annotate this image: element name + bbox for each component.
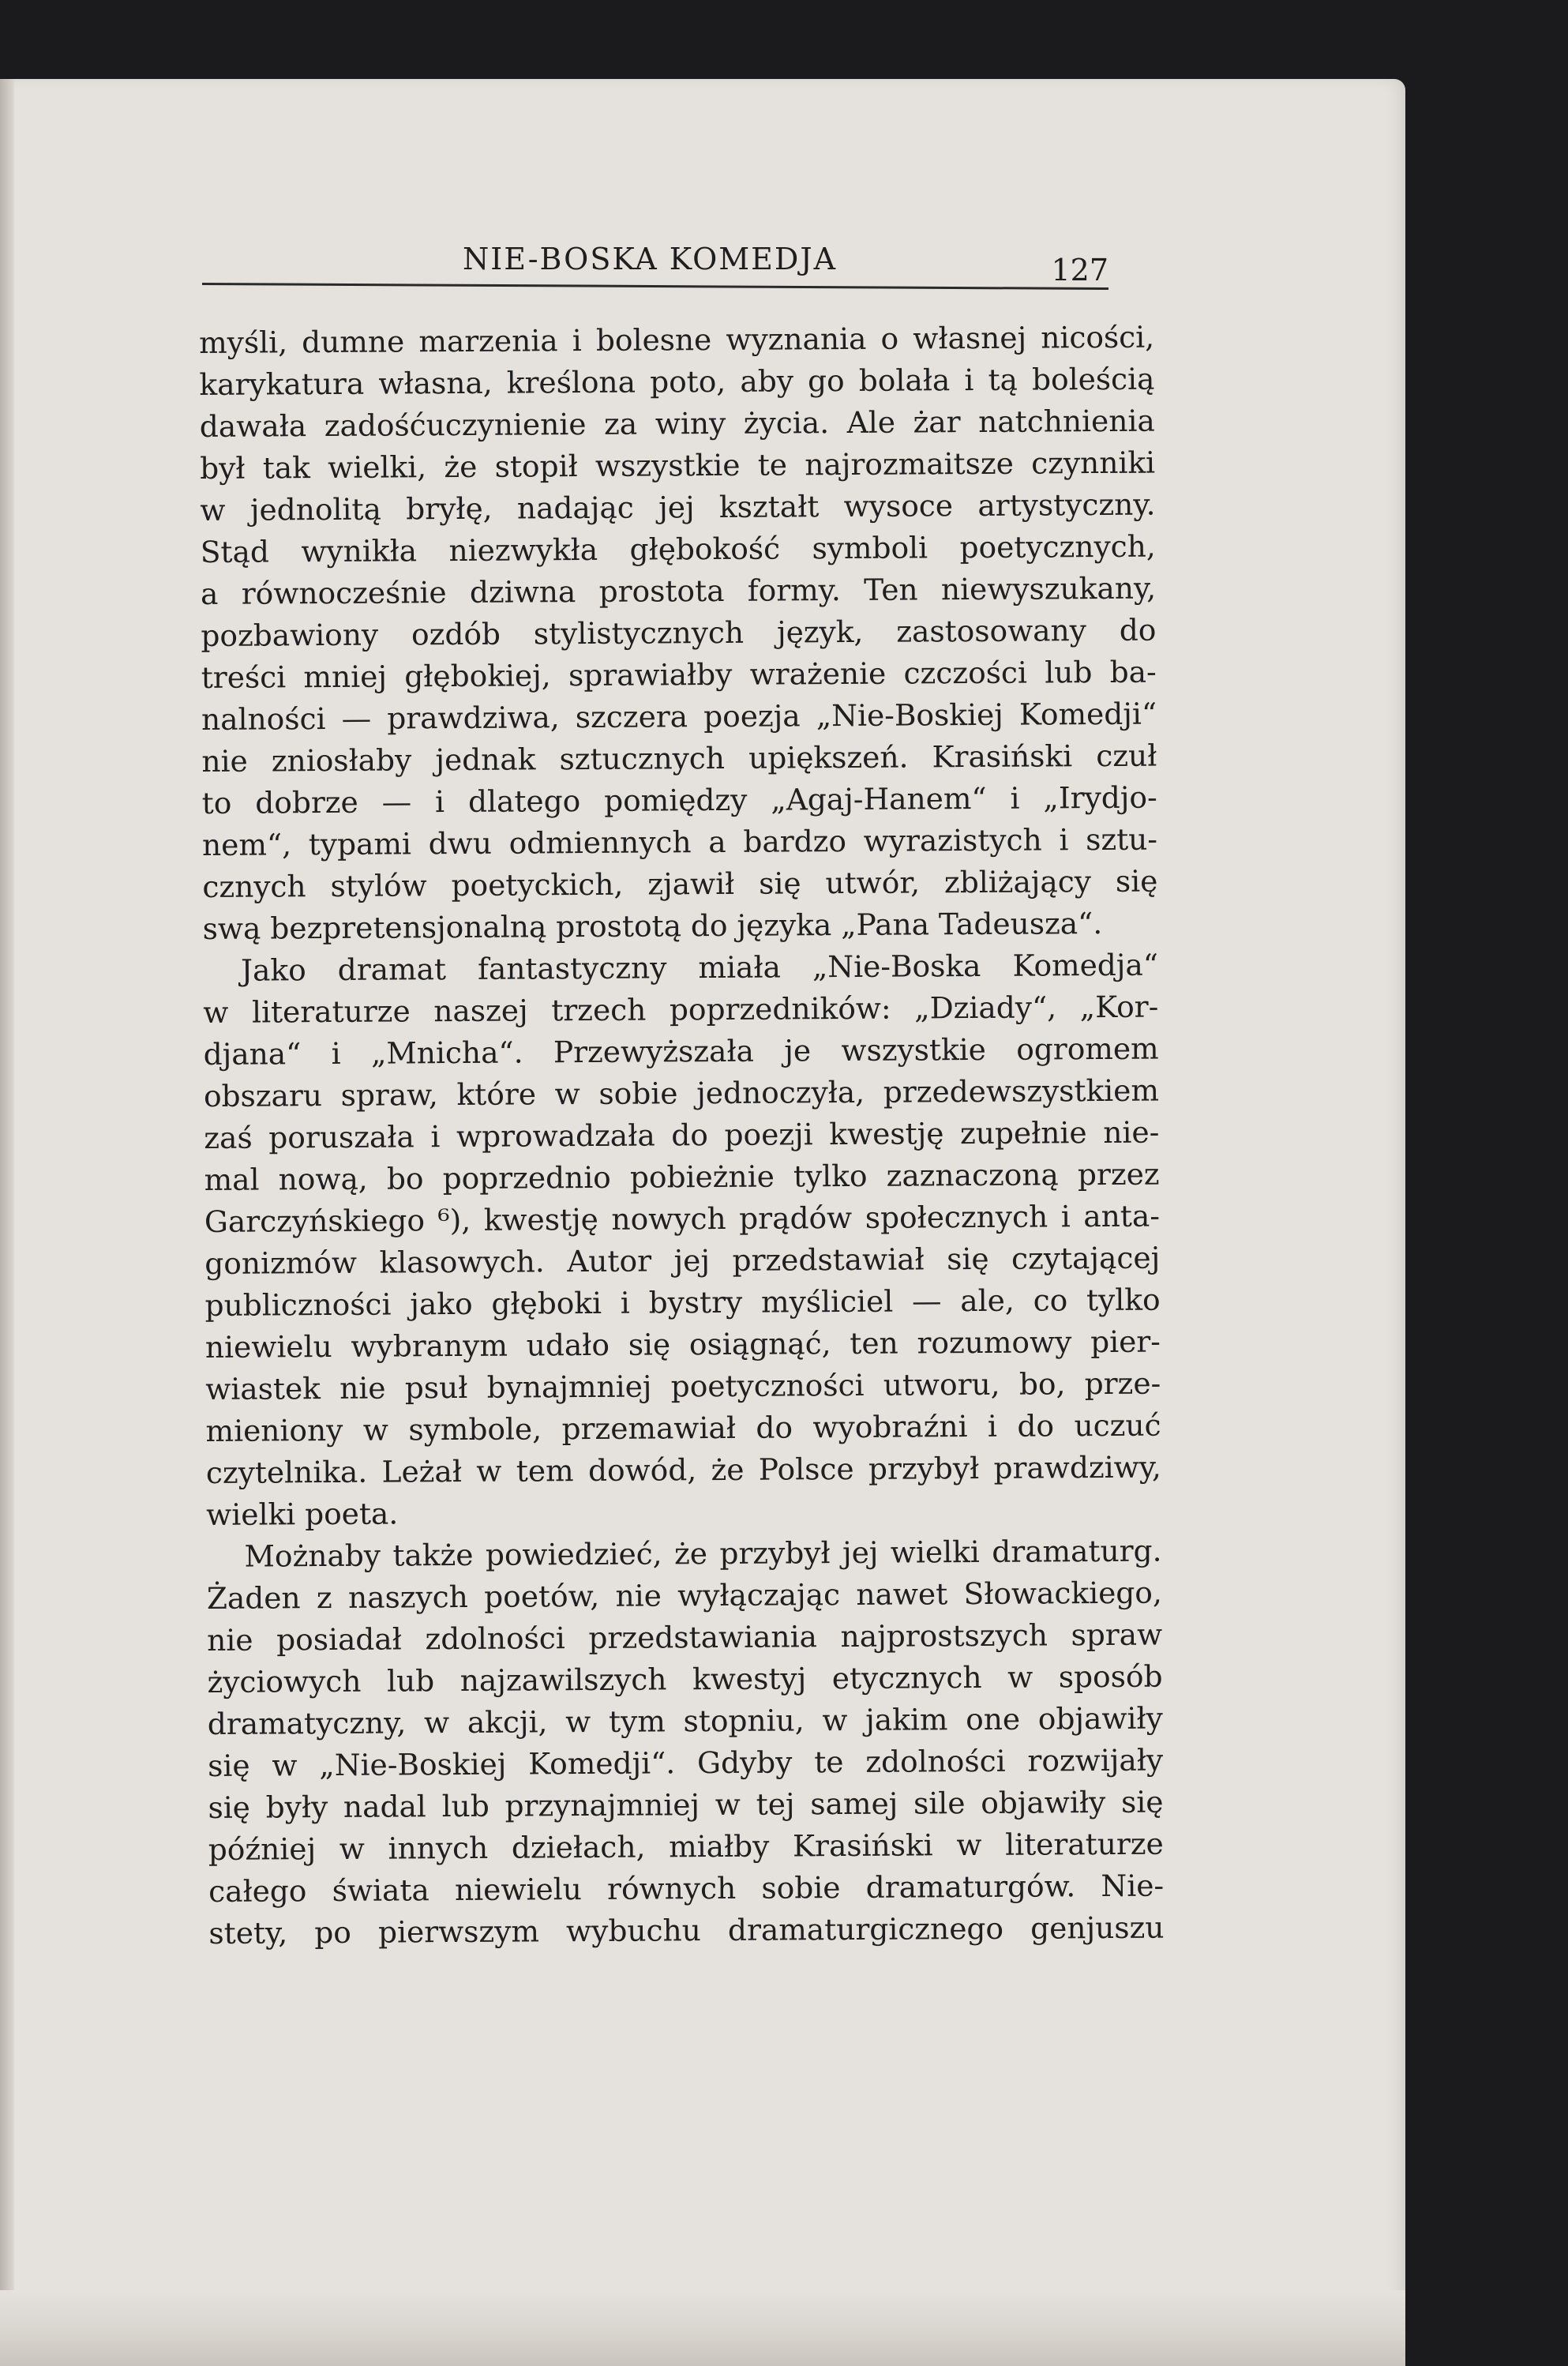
text-line: mal nową, bo poprzednio pobieżnie tylko zaznaczoną przez [204, 1156, 1160, 1197]
text-line: dramatyczny, w akcji, w tym stopniu, w jakim one objawiły [207, 1700, 1163, 1741]
text-line: nie zniosłaby jednak sztucznych upiększeń. Krasiński czuł [201, 738, 1157, 779]
text-line: czytelnika. Leżał w tem dowód, że Polsce przybył prawdziwy, [205, 1449, 1162, 1490]
text-line: swą bezpretensjonalną prostotą do języka „Pana Tadeusza“. [202, 906, 1103, 946]
text-line: Żaden z naszych poetów, nie wyłączając nawet Słowackiego, [206, 1575, 1162, 1616]
text-line: życiowych lub najzawilszych kwestyj etycznych w sposób [207, 1658, 1163, 1699]
text-line: cznych stylów poetyckich, zjawił się utwór, zbliżający się [202, 863, 1158, 904]
text-line: nem“, typami dwu odmiennych a bardzo wyrazistych i sztu- [201, 821, 1158, 862]
text-line: obszaru spraw, które w sobie jednoczyła, przedewszystkiem [203, 1072, 1160, 1114]
text-line: całego świata niewielu równych sobie dramaturgów. Nie- [208, 1868, 1165, 1909]
text-line: publiczności jako głęboki i bystry myśliciel — ale, co tylko [204, 1282, 1161, 1323]
page-spine-edge [0, 79, 14, 2366]
text-line: mieniony w symbole, przemawiał do wyobraźni i do uczuć [205, 1407, 1161, 1448]
page-bottom-edge [0, 2290, 1405, 2366]
text-line: nalności — prawdziwa, szczera poezja „Nie-Boskiej Komedji“ [201, 696, 1157, 737]
text-line: stety, po pierwszym wybuchu dramaturgicznego genjuszu [208, 1910, 1165, 1951]
text-line: zaś poruszała i wprowadzała do poezji kwestję zupełnie nie- [204, 1114, 1160, 1155]
running-title: NIE-BOSKA KOMEDJA [463, 242, 838, 276]
text-line: Garczyńskiego ⁶), kwestję nowych prądów społecznych i anta- [204, 1198, 1161, 1239]
text-line: w literaturze naszej trzech poprzedników: „Dziady“, „Kor- [203, 989, 1159, 1030]
text-line: Możnaby także powiedzieć, że przybył jej wielki dramaturg. [244, 1533, 1162, 1574]
running-header [202, 237, 1108, 300]
text-line: to dobrze — i dlatego pomiędzy „Agaj-Hanem“ i „Irydjo- [201, 779, 1157, 821]
text-line: był tak wielki, że stopił wszystkie te najrozmaitsze czynniki [199, 445, 1156, 486]
text-line: wiastek nie psuł bynajmniej poetyczności utworu, bo, prze- [205, 1365, 1161, 1406]
text-line: wielki poeta. [206, 1496, 399, 1532]
header-rule [202, 283, 1108, 290]
text-line: dawała zadośćuczynienie za winy życia. Ale żar natchnienia [199, 403, 1155, 444]
text-line: a równocześnie dziwna prostota formy. Ten niewyszukany, [200, 570, 1157, 611]
text-line: Jako dramat fantastyczny miała „Nie-Boska Komedja“ [240, 947, 1159, 988]
text-line: później w innych dziełach, miałby Krasiński w literaturze [208, 1826, 1164, 1867]
text-line: djana“ i „Mnicha“. Przewyższała je wszystkie ogromem [203, 1031, 1159, 1072]
body-text [199, 317, 1165, 1955]
text-line: treści mniej głębokiej, sprawiałby wrażenie czczości lub ba- [201, 654, 1157, 695]
page-number: 127 [1051, 253, 1108, 287]
text-line: w jednolitą bryłę, nadając jej kształt wysoce artystyczny. [200, 486, 1156, 528]
text-line: się w „Nie-Boskiej Komedji“. Gdyby te zdolności rozwijały [208, 1742, 1164, 1783]
text-line: Stąd wynikła niezwykła głębokość symboli poetycznych, [200, 528, 1156, 569]
text-line: gonizmów klasowych. Autor jej przedstawiał się czytającej [204, 1240, 1161, 1281]
text-line: karykatura własna, kreślona poto, aby go bolała i tą boleścią [199, 361, 1155, 402]
text-line: pozbawiony ozdób stylistycznych język, zastosowany do [201, 612, 1157, 653]
text-line: myśli, dumne marzenia i bolesne wyznania o własnej nicości, [199, 319, 1155, 360]
text-line: niewielu wybranym udało się osiągnąć, ten rozumowy pier- [204, 1324, 1161, 1365]
text-line: nie posiadał zdolności przedstawiania najprostszych spraw [207, 1617, 1163, 1658]
text-line: się były nadal lub przynajmniej w tej samej sile objawiły się [208, 1784, 1164, 1825]
